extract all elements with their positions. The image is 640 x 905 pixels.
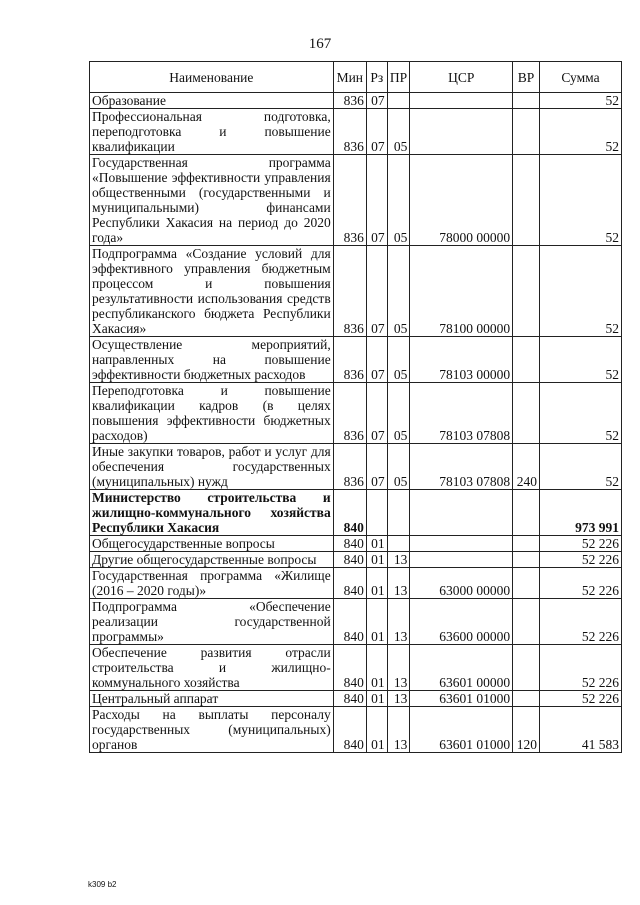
cell-name: Переподготовка и повышение квалификации кадров (в целях повышения эффективности бюджетных расходов) xyxy=(90,383,334,444)
cell-name: Министерство строительства и жилищно-коммунального хозяйства Республики Хакасия xyxy=(90,490,334,536)
cell-pr: 05 xyxy=(387,155,410,246)
cell-csr: 63600 00000 xyxy=(410,599,513,645)
header-min: Мин xyxy=(333,62,366,93)
cell-sum: 52 226 xyxy=(540,599,622,645)
cell-rz: 07 xyxy=(366,337,387,383)
cell-rz: 01 xyxy=(366,645,387,691)
cell-name: Расходы на выплаты персоналу государственных (муниципальных) органов xyxy=(90,707,334,753)
cell-vr xyxy=(513,246,540,337)
cell-csr: 63601 00000 xyxy=(410,645,513,691)
page-number: 167 xyxy=(308,36,332,52)
table-row xyxy=(90,93,622,109)
cell-pr: 13 xyxy=(387,552,410,568)
table-row xyxy=(90,536,622,552)
cell-csr: 63000 00000 xyxy=(410,568,513,599)
cell-sum: 52 xyxy=(540,93,622,109)
cell-name: Государственная программа «Жилище (2016 – 2020 годы)» xyxy=(90,568,334,599)
cell-pr: 13 xyxy=(387,599,410,645)
header-csr: ЦСР xyxy=(410,62,513,93)
cell-sum: 52 xyxy=(540,109,622,155)
cell-name: Образование xyxy=(90,93,334,109)
cell-name: Государственная программа «Повышение эффективности управления общественными (государственными и муниципальными) финансами Республики Хакасия на период до 2020 года» xyxy=(90,155,334,246)
header-vr: ВР xyxy=(513,62,540,93)
cell-pr: 13 xyxy=(387,568,410,599)
cell-vr: 120 xyxy=(513,707,540,753)
cell-rz: 07 xyxy=(366,109,387,155)
cell-pr: 05 xyxy=(387,444,410,490)
cell-sum: 52 xyxy=(540,246,622,337)
cell-name: Подпрограмма «Создание условий для эффективного управления бюджетным процессом и повышения результативности использования средств республиканского бюджета Республики Хакасия» xyxy=(90,246,334,337)
cell-pr: 13 xyxy=(387,707,410,753)
table-row xyxy=(90,645,622,691)
cell-min: 836 xyxy=(333,383,366,444)
cell-csr xyxy=(410,536,513,552)
cell-pr: 13 xyxy=(387,691,410,707)
cell-min: 840 xyxy=(333,707,366,753)
cell-pr: 05 xyxy=(387,109,410,155)
cell-rz: 01 xyxy=(366,552,387,568)
table-body xyxy=(90,93,622,753)
cell-rz: 01 xyxy=(366,691,387,707)
cell-name: Осуществление мероприятий, направленных на повышение эффективности бюджетных расходов xyxy=(90,337,334,383)
table-row xyxy=(90,337,622,383)
cell-name: Общегосударственные вопросы xyxy=(90,536,334,552)
cell-min: 840 xyxy=(333,536,366,552)
cell-sum: 52 xyxy=(540,337,622,383)
cell-csr xyxy=(410,490,513,536)
cell-pr: 05 xyxy=(387,246,410,337)
cell-min: 836 xyxy=(333,246,366,337)
header-rz: Рз xyxy=(366,62,387,93)
cell-vr xyxy=(513,645,540,691)
cell-rz: 07 xyxy=(366,246,387,337)
table-row xyxy=(90,490,622,536)
cell-csr: 78103 00000 xyxy=(410,337,513,383)
cell-name: Центральный аппарат xyxy=(90,691,334,707)
cell-vr: 240 xyxy=(513,444,540,490)
cell-vr xyxy=(513,568,540,599)
cell-csr xyxy=(410,93,513,109)
cell-csr xyxy=(410,552,513,568)
table-row xyxy=(90,707,622,753)
cell-vr xyxy=(513,490,540,536)
cell-pr xyxy=(387,93,410,109)
header-pr: ПР xyxy=(387,62,410,93)
cell-sum: 52 xyxy=(540,444,622,490)
cell-csr: 78103 07808 xyxy=(410,383,513,444)
cell-min: 840 xyxy=(333,552,366,568)
cell-sum: 52 226 xyxy=(540,568,622,599)
cell-csr: 63601 01000 xyxy=(410,707,513,753)
cell-rz: 01 xyxy=(366,707,387,753)
cell-rz: 07 xyxy=(366,383,387,444)
cell-sum: 52 xyxy=(540,155,622,246)
cell-sum: 52 226 xyxy=(540,645,622,691)
cell-min: 836 xyxy=(333,337,366,383)
cell-pr: 13 xyxy=(387,645,410,691)
cell-name: Обеспечение развития отрасли строительства и жилищно-коммунального хозяйства xyxy=(90,645,334,691)
cell-sum: 52 226 xyxy=(540,552,622,568)
cell-sum: 52 xyxy=(540,383,622,444)
cell-csr: 63601 01000 xyxy=(410,691,513,707)
cell-name: Подпрограмма «Обеспечение реализации государственной программы» xyxy=(90,599,334,645)
cell-rz: 07 xyxy=(366,155,387,246)
cell-min: 840 xyxy=(333,490,366,536)
table-row xyxy=(90,599,622,645)
cell-rz: 07 xyxy=(366,444,387,490)
cell-vr xyxy=(513,155,540,246)
cell-csr: 78100 00000 xyxy=(410,246,513,337)
cell-min: 840 xyxy=(333,645,366,691)
cell-pr xyxy=(387,490,410,536)
header-sum: Сумма xyxy=(540,62,622,93)
cell-min: 836 xyxy=(333,155,366,246)
table-row xyxy=(90,444,622,490)
cell-vr xyxy=(513,691,540,707)
cell-name: Профессиональная подготовка, переподготовка и повышение квалификации xyxy=(90,109,334,155)
table-row xyxy=(90,155,622,246)
cell-pr: 05 xyxy=(387,383,410,444)
table-row xyxy=(90,568,622,599)
cell-min: 836 xyxy=(333,109,366,155)
cell-sum: 52 226 xyxy=(540,536,622,552)
cell-pr xyxy=(387,536,410,552)
cell-csr: 78000 00000 xyxy=(410,155,513,246)
header-name: Наименование xyxy=(90,62,334,93)
cell-min: 836 xyxy=(333,444,366,490)
cell-rz: 01 xyxy=(366,568,387,599)
cell-csr xyxy=(410,109,513,155)
cell-vr xyxy=(513,383,540,444)
table-row xyxy=(90,552,622,568)
table-row xyxy=(90,246,622,337)
footer-code: k309 b2 xyxy=(88,880,117,889)
budget-table xyxy=(89,61,622,753)
table-row xyxy=(90,691,622,707)
table-row xyxy=(90,383,622,444)
cell-min: 836 xyxy=(333,93,366,109)
table-header-row xyxy=(90,62,622,93)
cell-vr xyxy=(513,536,540,552)
cell-vr xyxy=(513,93,540,109)
cell-sum: 52 226 xyxy=(540,691,622,707)
cell-min: 840 xyxy=(333,691,366,707)
cell-csr: 78103 07808 xyxy=(410,444,513,490)
table-row xyxy=(90,109,622,155)
cell-vr xyxy=(513,599,540,645)
cell-min: 840 xyxy=(333,568,366,599)
cell-rz: 07 xyxy=(366,93,387,109)
cell-rz: 01 xyxy=(366,599,387,645)
cell-vr xyxy=(513,109,540,155)
cell-rz: 01 xyxy=(366,536,387,552)
cell-pr: 05 xyxy=(387,337,410,383)
cell-name: Иные закупки товаров, работ и услуг для обеспечения государственных (муниципальных) нужд xyxy=(90,444,334,490)
cell-sum: 973 991 xyxy=(540,490,622,536)
cell-sum: 41 583 xyxy=(540,707,622,753)
cell-vr xyxy=(513,337,540,383)
cell-vr xyxy=(513,552,540,568)
cell-rz xyxy=(366,490,387,536)
cell-name: Другие общегосударственные вопросы xyxy=(90,552,334,568)
cell-min: 840 xyxy=(333,599,366,645)
